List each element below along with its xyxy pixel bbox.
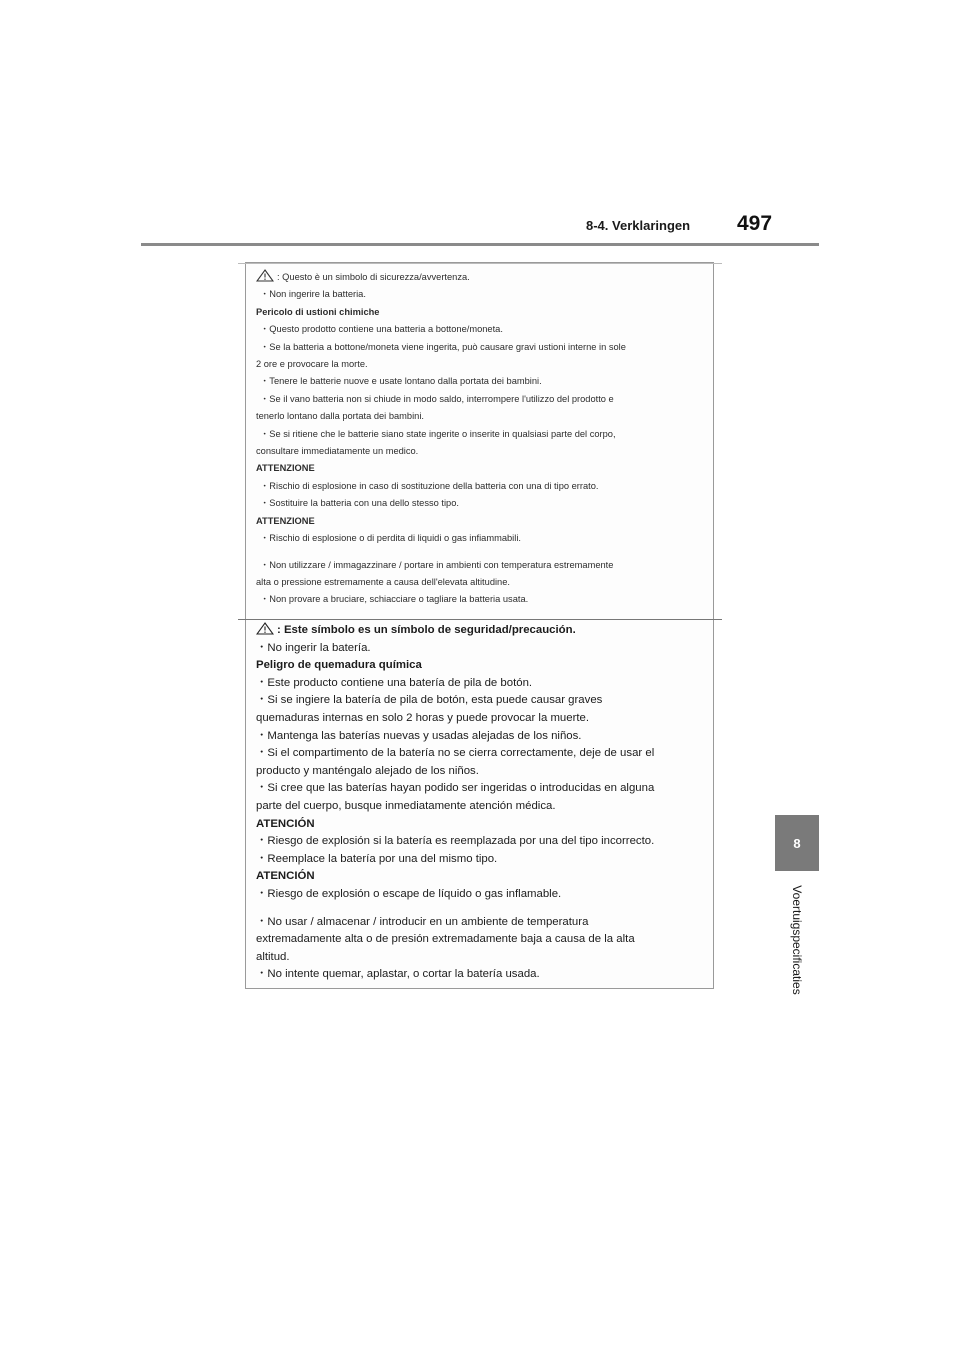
spanish-line: parte del cuerpo, busque inmediatamente atención médica. <box>256 799 556 812</box>
spanish-line: quemaduras internas en solo 2 horas y puede provocar la muerte. <box>256 711 590 724</box>
spanish-line: ・Reemplace la batería por una del mismo tipo. <box>256 852 498 865</box>
spanish-line: ・Riesgo de explosión o escape de líquido o gas inflamable. <box>256 887 562 900</box>
spanish-heading: Peligro de quemadura química <box>256 659 422 672</box>
italian-attention-heading: ATTENZIONE <box>256 515 315 526</box>
spanish-line: ・Riesgo de explosión si la batería es reemplazada por una del tipo incorrecto. <box>256 835 655 848</box>
italian-line: ・Rischio di esplosione o di perdita di liquidi o gas infiammabili. <box>260 533 521 544</box>
spanish-line: ・No usar / almacenar / introducir en un ambiente de temperatura <box>256 915 589 928</box>
spanish-line: altitud. <box>256 950 290 963</box>
italian-line: ・Rischio di esplosione in caso di sostituzione della batteria con una di tipo errato. <box>260 480 599 491</box>
italian-line: alta o pressione estremamente a causa dell'elevata altitudine. <box>256 576 510 587</box>
italian-attention-heading: ATTENZIONE <box>256 463 315 474</box>
spanish-attention-heading: ATENCIÓN <box>256 870 315 883</box>
italian-line: consultare immediatamente un medico. <box>256 446 419 457</box>
chapter-tab <box>775 815 819 871</box>
italian-warning-text <box>256 269 706 609</box>
chapter-number: 8 <box>793 835 801 851</box>
italian-line: tenerlo lontano dalla portata dei bambini. <box>256 411 424 422</box>
italian-line: ・Non provare a bruciare, schiacciare o tagliare la batteria usata. <box>260 594 529 605</box>
spanish-line: ・No ingerir la batería. <box>256 641 371 654</box>
section-title: 8-4. Verklaringen <box>586 218 691 233</box>
italian-line: ・Se il vano batteria non si chiude in modo saldo, interrompere l'utilizzo del prodotto e <box>260 393 614 404</box>
warning-triangle-icon <box>256 622 274 635</box>
spanish-symbol-line: : Este símbolo es un símbolo de seguridad/precaución. <box>277 624 576 636</box>
warning-triangle-icon <box>256 269 274 282</box>
spanish-line: ・Si se ingiere la batería de pila de botón, esta puede causar graves <box>256 694 603 707</box>
italian-line: 2 ore e provocare la morte. <box>256 359 368 370</box>
italian-line: ・Se si ritiene che le batterie siano state ingerite o inserite in qualsiasi parte del corpo, <box>260 428 616 439</box>
italian-heading: Pericolo di ustioni chimiche <box>256 306 380 317</box>
spanish-line: ・Si el compartimento de la batería no se cierra correctamente, deje de usar el <box>256 747 655 760</box>
italian-line: ・Tenere le batterie nuove e usate lontano dalla portata dei bambini. <box>260 376 542 387</box>
spanish-attention-heading: ATENCIÓN <box>256 817 315 830</box>
italian-line: ・Questo prodotto contiene una batteria a bottone/moneta. <box>260 324 503 335</box>
italian-symbol-line: : Questo è un simbolo di sicurezza/avvertenza. <box>277 272 470 282</box>
italian-line: ・Non ingerire la batteria. <box>260 289 366 300</box>
chapter-label: Voertuigspecificaties <box>790 885 804 995</box>
italian-line: ・Se la batteria a bottone/moneta viene ingerita, può causare gravi ustioni interne in sole <box>260 341 626 352</box>
scanned-label-box <box>245 262 714 989</box>
spanish-line: ・No intente quemar, aplastar, o cortar la batería usada. <box>256 968 540 981</box>
italian-line: ・Non utilizzare / immagazzinare / portare in ambienti con temperatura estremamente <box>260 559 614 570</box>
italian-line: ・Sostituire la batteria con una dello stesso tipo. <box>260 498 459 509</box>
page-number: 497 <box>737 212 773 235</box>
spanish-line: producto y manténgalo alejado de los niños. <box>256 764 479 777</box>
spanish-line: extremadamente alta o de presión extremadamente baja a causa de la alta <box>256 933 635 946</box>
language-divider <box>238 619 722 620</box>
spanish-line: ・Mantenga las baterías nuevas y usadas alejadas de los niños. <box>256 729 582 742</box>
spanish-line: ・Este producto contiene una batería de pila de botón. <box>256 676 533 689</box>
spanish-warning-text <box>256 622 708 984</box>
spanish-line: ・Si cree que las baterías hayan podido ser ingeridas o introducidas en alguna <box>256 782 655 795</box>
header-divider <box>141 243 819 246</box>
